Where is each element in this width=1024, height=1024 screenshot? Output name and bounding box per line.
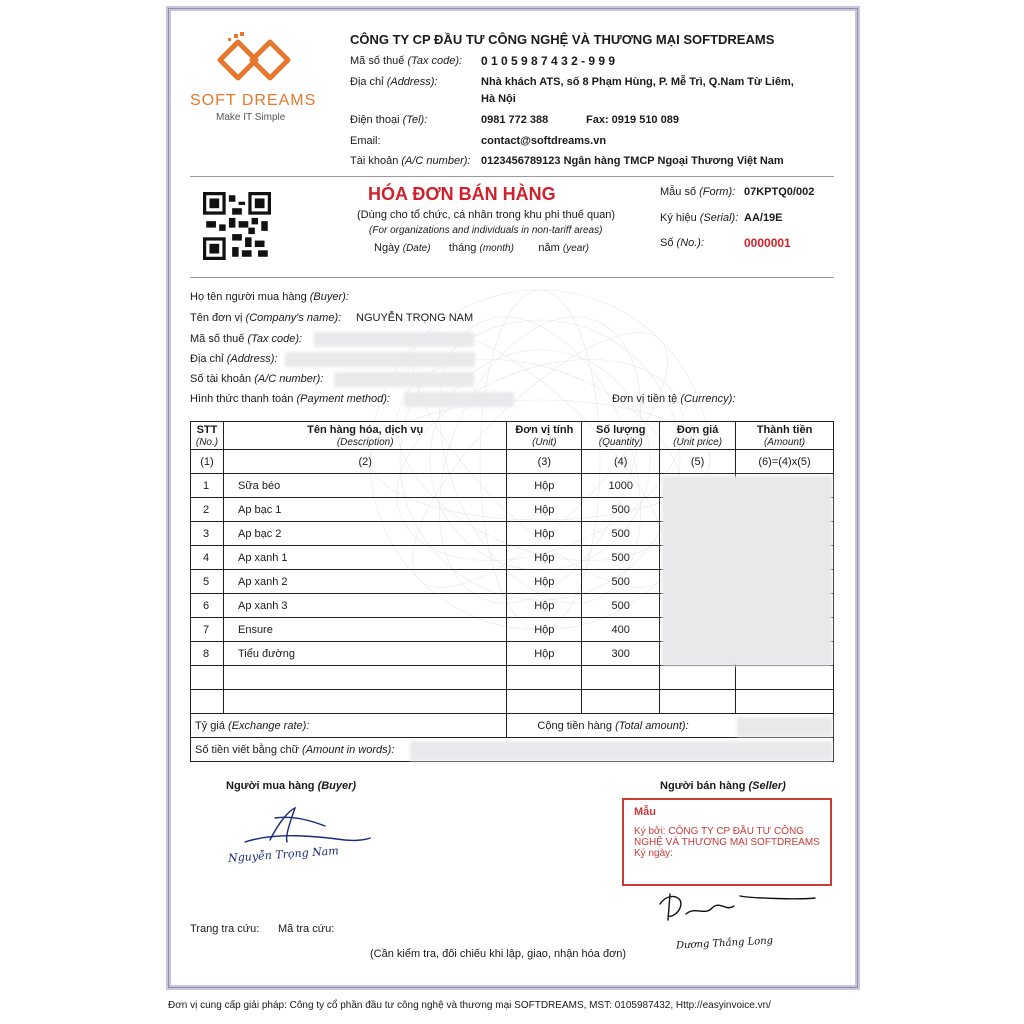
footer-provider: Đơn vị cung cấp giải pháp: Công ty cổ phần đầu tư công nghệ và thương mại SOFTDREAMS, MST: 0105987432, Http://easyinvoice.vn/ <box>168 1000 771 1011</box>
col-number: (3) <box>507 450 582 474</box>
buyer-signature <box>225 800 375 880</box>
invoice-number: 0000001 <box>744 236 791 250</box>
item-description: Ap bạc 2 <box>223 522 506 546</box>
item-quantity: 500 <box>582 570 660 594</box>
lookup-site-label: Trang tra cứu: <box>190 923 260 935</box>
lookup-note: (Cần kiểm tra, đối chiếu khi lập, giao, nhận hóa đơn) <box>370 948 627 960</box>
seller-signature-name: Dương Thắng Long <box>675 935 774 952</box>
invoice-subtitle-en: (For organizations and individuals in non-tariff areas) <box>369 225 603 236</box>
header-no: STT (No.) <box>191 422 224 450</box>
company-address-label: Địa chỉ (Address): <box>350 76 438 88</box>
buyer-signature-name: Nguyễn Trọng Nam <box>227 844 340 865</box>
company-name: CÔNG TY CP ĐẦU TƯ CÔNG NGHỆ VÀ THƯƠNG MẠI SOFTDREAMS <box>350 32 775 47</box>
col-number: (6)=(4)x(5) <box>736 450 834 474</box>
no-label: Số (No.): <box>660 237 705 249</box>
buyer-tax-label: Mã số thuế (Tax code): <box>190 333 303 345</box>
col-number: (4) <box>582 450 660 474</box>
form-value: 07KPTQ0/002 <box>744 186 815 198</box>
redacted-field <box>404 392 514 407</box>
redacted-prices <box>662 476 832 666</box>
serial-label: Ký hiệu (Serial): <box>660 212 739 224</box>
item-description: Ap bạc 1 <box>223 498 506 522</box>
digital-signature-stamp <box>622 798 832 886</box>
empty-row <box>191 690 834 714</box>
company-phone-label: Điện thoại (Tel): <box>350 114 428 126</box>
column-number-row <box>191 450 834 474</box>
item-unit: Hộp <box>507 546 582 570</box>
redacted-amount-words <box>410 741 832 761</box>
header-description: Tên hàng hóa, dịch vụ (Description) <box>223 422 506 450</box>
item-no: 5 <box>191 570 224 594</box>
stamp-title: Mẫu <box>634 806 656 818</box>
form-label: Mẫu số (Form): <box>660 186 736 198</box>
currency-label: Đơn vị tiền tệ (Currency): <box>612 393 736 405</box>
stamp-signed-by: Ký bởi: CÔNG TY CP ĐẦU TƯ CÔNG <box>634 826 804 837</box>
buyer-signature-label: Người mua hàng (Buyer) <box>226 780 357 792</box>
softdreams-logo-icon <box>210 30 300 92</box>
item-description: Ap xanh 3 <box>223 594 506 618</box>
item-no: 7 <box>191 618 224 642</box>
company-fax: Fax: 0919 510 089 <box>586 114 679 126</box>
company-email-label: Email: <box>350 135 381 147</box>
divider <box>190 176 834 177</box>
logo-wordmark: SOFT DREAMS <box>190 92 317 109</box>
buyer-account-label: Số tài khoản (A/C number): <box>190 373 324 385</box>
seller-signature-label: Người bán hàng (Seller) <box>660 780 786 792</box>
redacted-total <box>737 717 832 737</box>
item-description: Ap xanh 2 <box>223 570 506 594</box>
buyer-address-label: Địa chỉ (Address): <box>190 353 278 365</box>
item-quantity: 500 <box>582 546 660 570</box>
header-unit-price: Đơn giá (Unit price) <box>660 422 736 450</box>
empty-row <box>191 666 834 690</box>
item-quantity: 1000 <box>582 474 660 498</box>
item-unit: Hộp <box>507 594 582 618</box>
header-amount: Thành tiền (Amount) <box>736 422 834 450</box>
header-quantity: Số lượng (Quantity) <box>582 422 660 450</box>
item-description: Tiểu đường <box>223 642 506 666</box>
item-quantity: 400 <box>582 618 660 642</box>
company-account-label: Tài khoản (A/C number): <box>350 155 471 167</box>
seller-signature <box>650 886 820 938</box>
item-unit: Hộp <box>507 522 582 546</box>
item-quantity: 300 <box>582 642 660 666</box>
serial-value: AA/19E <box>744 212 783 224</box>
lookup-code-label: Mã tra cứu: <box>278 923 335 935</box>
stamp-signed-by-2: NGHỆ VÀ THƯƠNG MẠI SOFTDREAMS <box>634 837 820 848</box>
item-no: 4 <box>191 546 224 570</box>
col-number: (5) <box>660 450 736 474</box>
logo-tagline: Make IT Simple <box>216 112 286 123</box>
item-no: 1 <box>191 474 224 498</box>
buyer-company-value: NGUYỄN TRỌNG NAM <box>356 312 474 324</box>
amount-words-cell: Số tiền viết bằng chữ (Amount in words): <box>191 738 834 762</box>
col-number: (2) <box>223 450 506 474</box>
item-quantity: 500 <box>582 498 660 522</box>
buyer-name-label: Họ tên người mua hàng (Buyer): <box>190 291 349 303</box>
item-description: Ap xanh 1 <box>223 546 506 570</box>
invoice-date-line: Ngày (Date) tháng (month) năm (year) <box>374 242 589 254</box>
company-account: 0123456789123 Ngân hàng TMCP Ngoại Thương Việt Nam <box>481 155 784 167</box>
invoice-subtitle: (Dùng cho tổ chức, cá nhân trong khu phi thuế quan) <box>357 209 616 221</box>
company-tax-label: Mã số thuế (Tax code): <box>350 55 463 67</box>
item-no: 8 <box>191 642 224 666</box>
redacted-field <box>314 332 474 347</box>
item-unit: Hộp <box>507 618 582 642</box>
item-unit: Hộp <box>507 474 582 498</box>
qr-code-icon <box>203 192 271 260</box>
item-no: 3 <box>191 522 224 546</box>
redacted-field <box>285 352 475 367</box>
table-header-row <box>191 422 834 450</box>
item-unit: Hộp <box>507 642 582 666</box>
item-quantity: 500 <box>582 594 660 618</box>
item-unit: Hộp <box>507 498 582 522</box>
item-unit: Hộp <box>507 570 582 594</box>
item-quantity: 500 <box>582 522 660 546</box>
item-description: Sữa béo <box>223 474 506 498</box>
exchange-rate-cell: Tỷ giá (Exchange rate): <box>191 714 507 738</box>
company-address-line2: Hà Nội <box>481 93 516 105</box>
total-amount-cell: Cộng tiền hàng (Total amount): <box>507 714 834 738</box>
item-no: 2 <box>191 498 224 522</box>
buyer-company-label: Tên đơn vị (Company's name): <box>190 312 342 324</box>
invoice-title: HÓA ĐƠN BÁN HÀNG <box>368 184 556 204</box>
company-address-line1: Nhà khách ATS, số 8 Phạm Hùng, P. Mễ Trì, Q.Nam Từ Liêm, <box>481 76 794 88</box>
divider <box>190 277 834 278</box>
item-description: Ensure <box>223 618 506 642</box>
payment-method-label: Hình thức thanh toán (Payment method): <box>190 393 390 405</box>
company-tax-code: 0 1 0 5 9 8 7 4 3 2 - 9 9 9 <box>481 54 616 68</box>
stamp-date: Ký ngày: <box>634 848 673 859</box>
header-unit: Đơn vị tính (Unit) <box>507 422 582 450</box>
item-no: 6 <box>191 594 224 618</box>
company-phone: 0981 772 388 <box>481 114 549 126</box>
redacted-field <box>334 372 474 387</box>
col-number: (1) <box>191 450 224 474</box>
company-email: contact@softdreams.vn <box>481 135 607 147</box>
